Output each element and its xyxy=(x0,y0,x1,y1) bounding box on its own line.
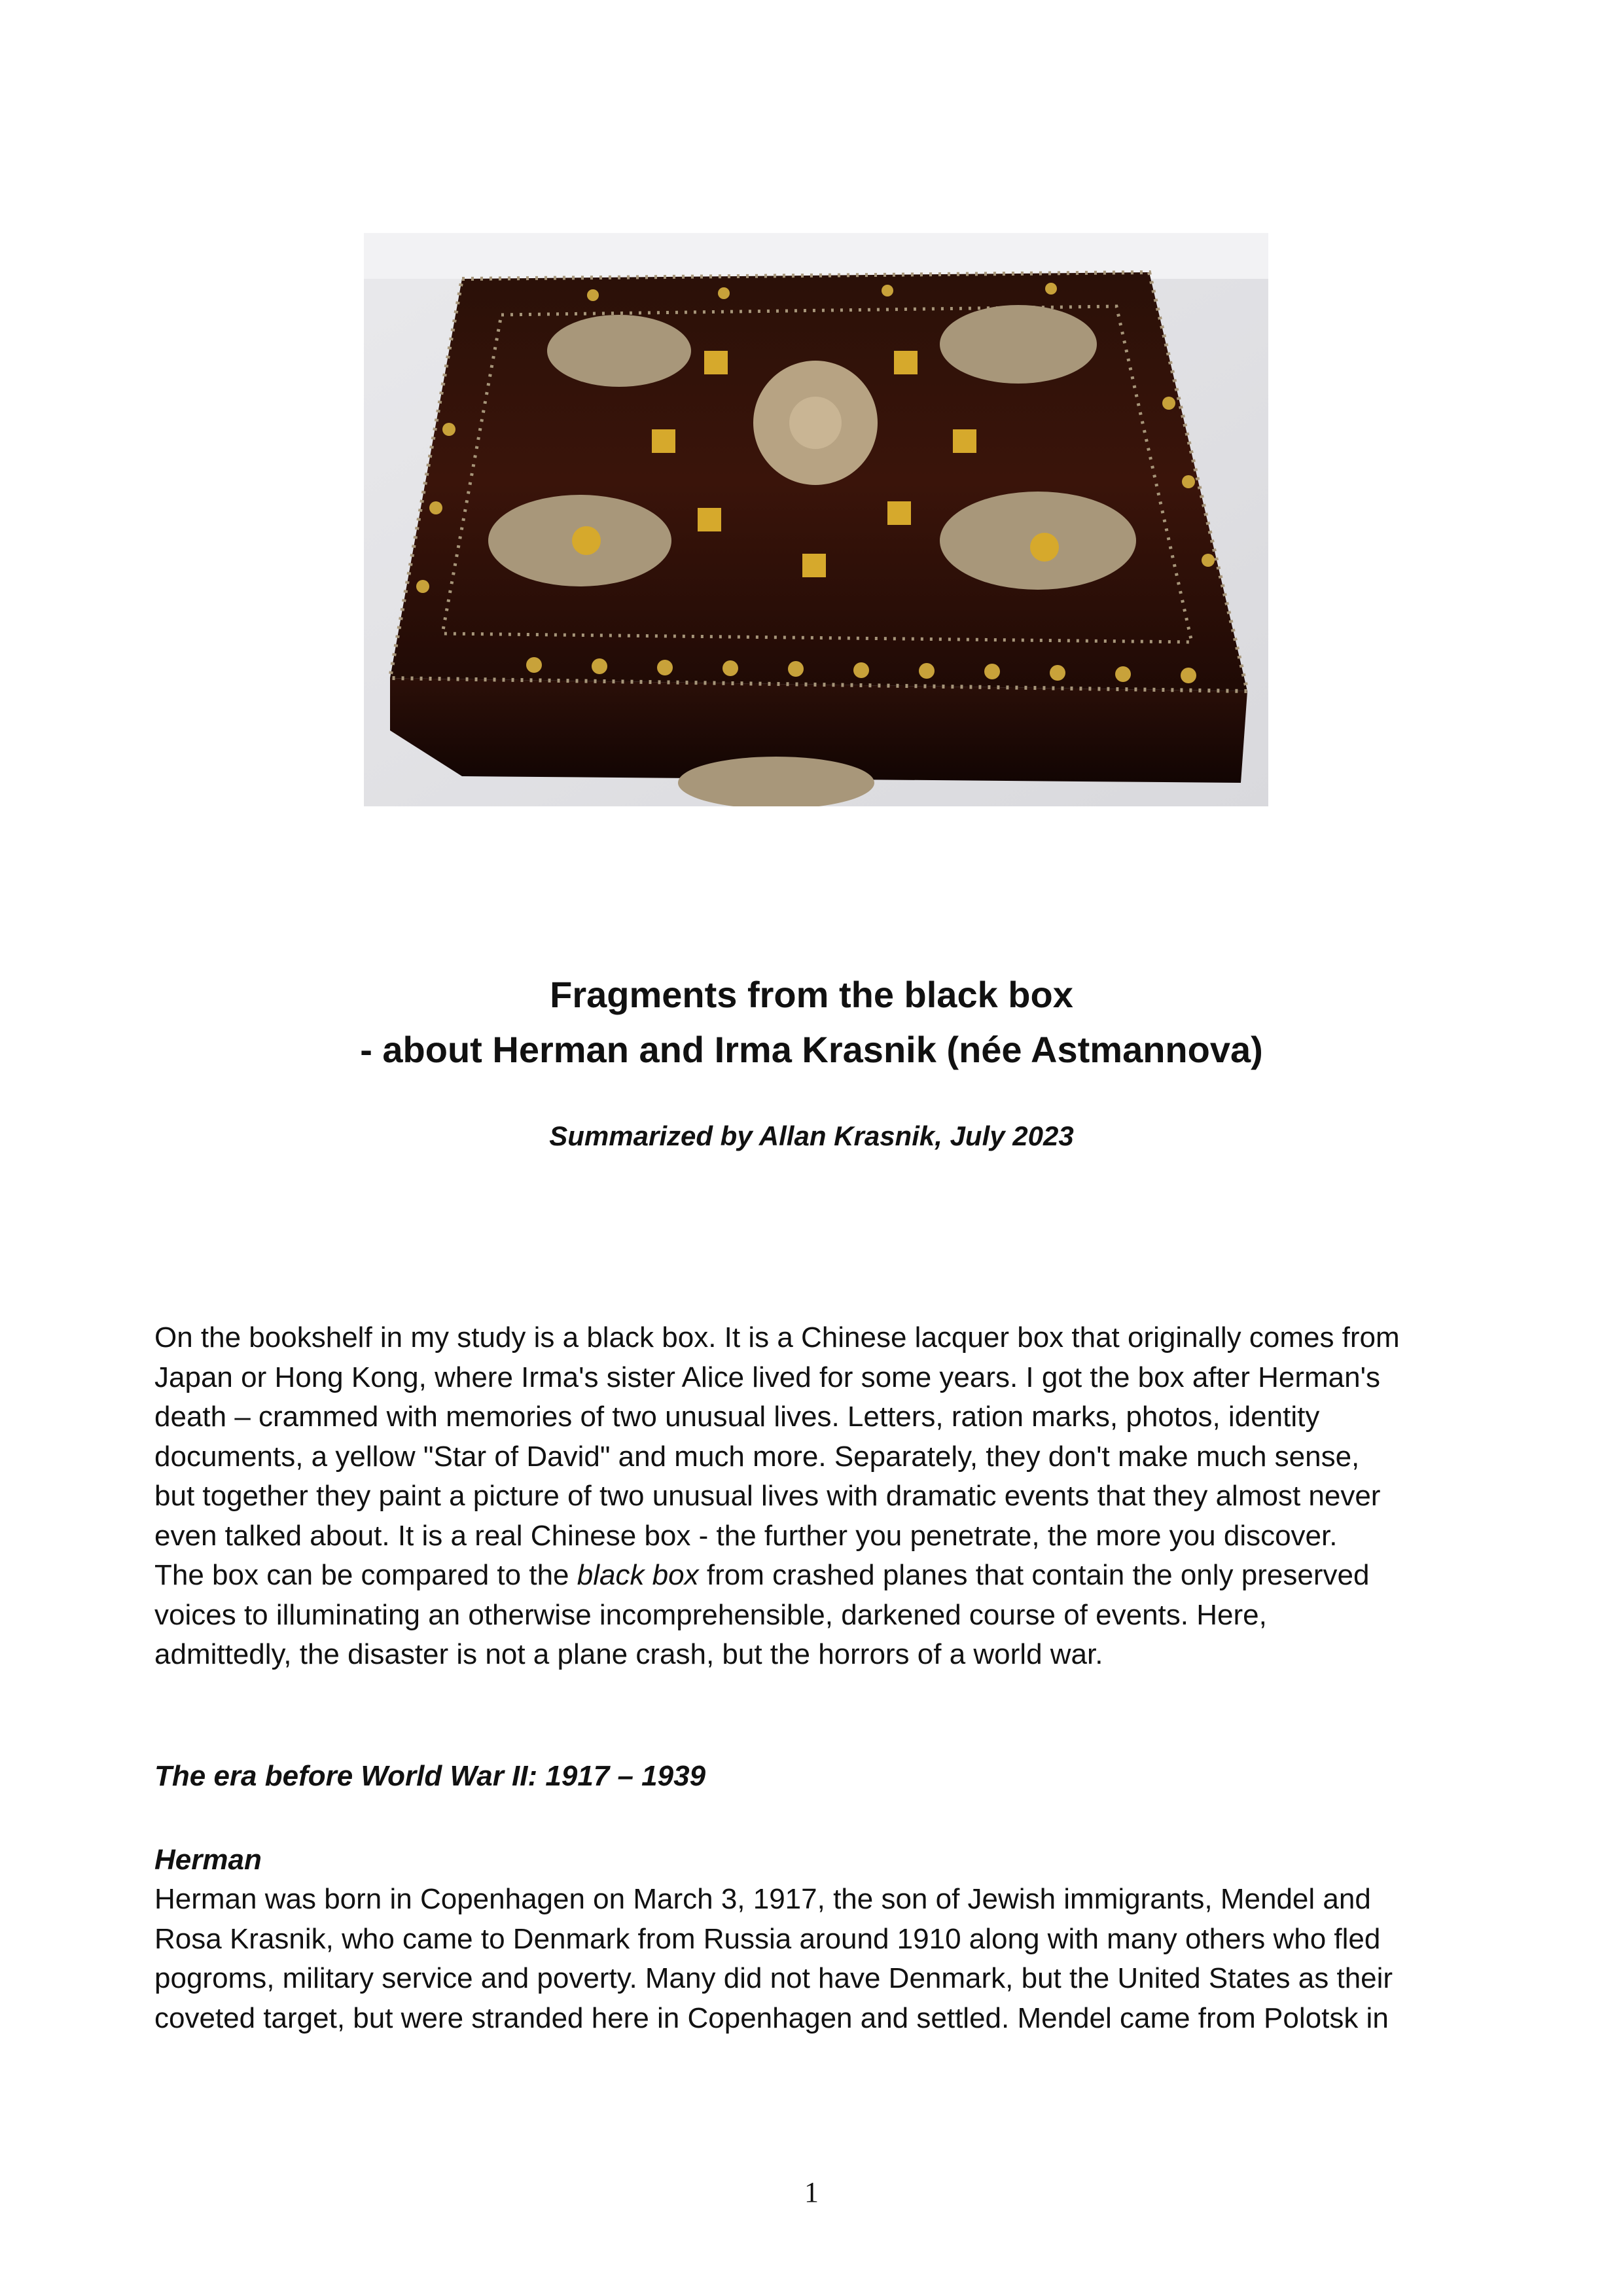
italic-phrase: black box xyxy=(577,1559,699,1591)
intro-line-prefix: The box can be compared to the xyxy=(154,1559,577,1591)
intro-line: On the bookshelf in my study is a black box. It is a Chinese lacquer box that originally comes from xyxy=(154,1321,1400,1354)
intro-line: admittedly, the disaster is not a plane crash, but the horrors of a world war. xyxy=(154,1638,1103,1670)
herman-paragraph xyxy=(154,1880,1476,2038)
intro-line-with-italic xyxy=(154,1556,1476,1596)
intro-line: Japan or Hong Kong, where Irma's sister Alice lived for some years. I got the box after Herman's xyxy=(154,1361,1380,1393)
intro-line: documents, a yellow "Star of David" and much more. Separately, they don't make much sense, xyxy=(154,1440,1360,1473)
page-number: 1 xyxy=(804,2176,819,2208)
herman-line: pogroms, military service and poverty. Many did not have Denmark, but the United States as their xyxy=(154,1962,1393,1994)
intro-line-suffix: from crashed planes that contain the only preserved xyxy=(698,1559,1370,1591)
intro-paragraph xyxy=(154,1318,1476,1675)
herman-line: coveted target, but were stranded here in Copenhagen and settled. Mendel came from Polotsk in xyxy=(154,2001,1389,2034)
lacquer-box-image xyxy=(364,233,1268,806)
document-title-line-2: - about Herman and Irma Krasnik (née Astmannova) xyxy=(360,1029,1263,1070)
intro-line: voices to illuminating an otherwise incomprehensible, darkened course of events. Here, xyxy=(154,1598,1267,1631)
byline: Summarized by Allan Krasnik, July 2023 xyxy=(549,1121,1074,1151)
lacquer-box-photo xyxy=(364,233,1268,806)
subheading: Herman xyxy=(154,1844,262,1876)
intro-line: but together they paint a picture of two unusual lives with dramatic events that they almost never xyxy=(154,1480,1381,1512)
document-title-line-1: Fragments from the black box xyxy=(550,974,1073,1015)
herman-line: Rosa Krasnik, who came to Denmark from Russia around 1910 along with many others who fled xyxy=(154,1922,1381,1955)
section-heading: The era before World War II: 1917 – 1939 xyxy=(154,1760,706,1792)
intro-line: even talked about. It is a real Chinese box - the further you penetrate, the more you discover. xyxy=(154,1519,1338,1552)
herman-line: Herman was born in Copenhagen on March 3, 1917, the son of Jewish immigrants, Mendel and xyxy=(154,1883,1371,1915)
intro-line: death – crammed with memories of two unusual lives. Letters, ration marks, photos, identity xyxy=(154,1401,1320,1433)
